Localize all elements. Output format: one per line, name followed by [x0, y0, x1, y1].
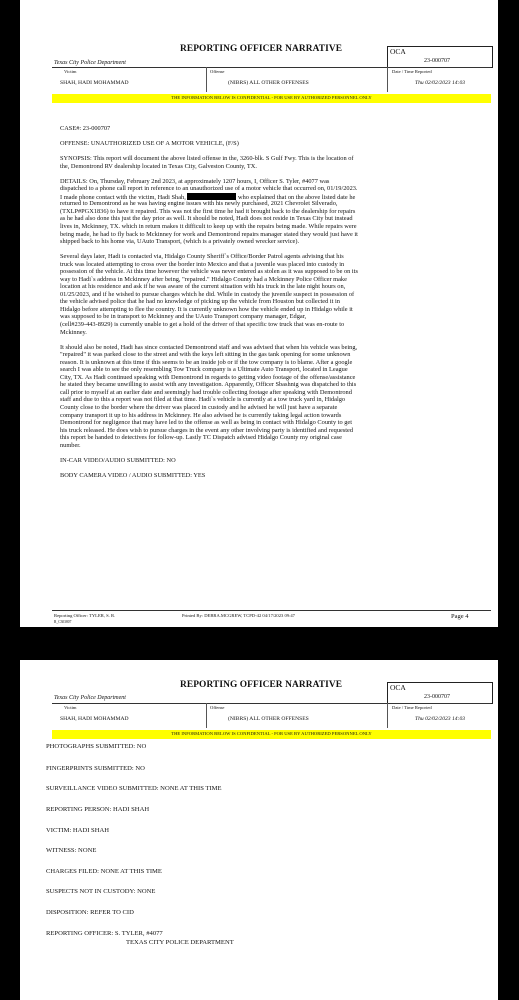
- suspects-line: SUSPECTS NOT IN CUSTODY: NONE: [46, 888, 156, 895]
- oca-number: 23-000707: [424, 694, 450, 700]
- oca-label: OCA: [390, 683, 406, 692]
- paragraph-line: County close to the border where the driver was placed in custody and he advised he will just have a separate: [60, 404, 338, 411]
- paragraph-line: City, TX. As Hadi continued speaking with Demontrond in regards to getting video footage of the offense/assistance: [60, 373, 356, 381]
- narrative-paragraph-3: [60, 344, 496, 450]
- date-reported: Thu 02/02/2023 14:03: [415, 716, 466, 722]
- report-page-2: [20, 660, 498, 1000]
- officer-code: R_C303807: [54, 620, 72, 624]
- narrative-title: REPORTING OFFICER NARRATIVE: [180, 44, 343, 54]
- victim-label: Victim: [64, 705, 77, 710]
- photographs-line: PHOTOGRAPHS SUBMITTED: NO: [46, 743, 147, 750]
- report-page-1: [20, 0, 498, 627]
- header-divider: [52, 703, 491, 704]
- victim-name: SHAH, HADI MOHAMMAD: [60, 80, 129, 86]
- paragraph-line: company transport it up to his address in Mckinney. He also advised he is currently taking legal action towards: [60, 411, 342, 419]
- fingerprints-line: FINGERPRINTS SUBMITTED: NO: [46, 765, 145, 772]
- details-line: returned to Demontrond as he was having engine issues with his newly purchased, 2021 Chevrolet Silverado,: [60, 200, 338, 208]
- case-number: CASE#: 23-000707: [60, 125, 111, 132]
- details-line: (TXLP#PGX1836) to have it repaired. This was not the first time he had it brought back to the dealership for repairs: [60, 207, 356, 215]
- disposition-line: DISPOSITION: REFER TO CID: [46, 909, 134, 916]
- offense-line: OFFENSE: UNAUTHORIZED USE OF A MOTOR VEHICLE, (F/S): [60, 140, 239, 148]
- incar-video-line: IN-CAR VIDEO/AUDIO SUBMITTED: NO: [60, 456, 176, 464]
- synopsis-line: the, Demontrond RV dealership located in Texas City, Galveston County, TX.: [60, 162, 257, 170]
- department-name: Texas City Police Department: [54, 60, 126, 66]
- paragraph-line: search I was able to see the only resembling Tow Truck company is a Ultimate Auto Transport, located in League: [60, 366, 348, 374]
- victim-name: SHAH, HADI MOHAMMAD: [60, 716, 129, 722]
- bodycam-line: BODY CAMERA VIDEO / AUDIO SUBMITTED: YES: [60, 471, 206, 479]
- department-signoff: TEXAS CITY POLICE DEPARTMENT: [126, 939, 234, 946]
- paragraph-line: he stated they became unwilling to assist with any investigation. Apparently, Officer Sbashnig was dispatched to this: [60, 381, 357, 389]
- date-reported: Thu 02/02/2023 14:03: [415, 80, 466, 86]
- paragraph-line: truck was located attempting to cross over the border into Mexico and that a juvenile was placed into custody in: [60, 260, 345, 268]
- details-line: dispatched to a phone call report in reference to an unauthorized use of a motor vehicle that occurred on, 01/19/2023.: [60, 185, 358, 193]
- charges-line: CHARGES FILED: NONE AT THIS TIME: [46, 868, 162, 875]
- synopsis: [60, 155, 496, 170]
- reporting-person-line: REPORTING PERSON: HADI SHAH: [46, 806, 150, 813]
- details-paragraph: [60, 178, 496, 246]
- paragraph-line: was supposed to be in transport to Mckinney and the UAuto Transport company manager, Edgar,: [60, 313, 307, 321]
- witness-line: WITNESS: NONE: [46, 847, 97, 854]
- narrative-paragraph-2: [60, 253, 496, 336]
- oca-number: 23-000707: [424, 58, 450, 64]
- paragraph-line: call prior to myself at an earlier date and seemingly had trouble collecting footage after speaking with Demontrond: [60, 388, 352, 396]
- paragraph-line: the vehicle advised police that he had no knowledge of picking up the vehicle from Houston but collected it in: [60, 298, 340, 306]
- paragraph-line: Hidalgo before attempting to flee the country. It is currently unknown how the vehicle ended up in Hidalgo while it: [60, 305, 353, 313]
- header-divider: [52, 67, 491, 68]
- paragraph-line: this report be handed to detectives for follow-up. Lastly TC Dispatch advised Hidalgo County my original case: [60, 434, 342, 442]
- column-divider: [387, 703, 388, 728]
- offense-label: Offense: [210, 705, 225, 710]
- confidential-banner: THE INFORMATION BELOW IS CONFIDENTIAL - FOR USE BY AUTHORIZED PERSONNEL ONLY: [52, 730, 491, 739]
- details-line: [60, 193, 496, 201]
- details-line: lives in, Mckinney, TX. which in return makes it difficult to keep up with the repairs being made. While repairs were: [60, 222, 357, 230]
- column-divider: [206, 703, 207, 728]
- paragraph-line: way to Hadi`s address in Mckinney after being, "repaired." Hidalgo County had a Mckinney Police Officer make: [60, 275, 347, 283]
- oca-box: [387, 682, 493, 704]
- department-name: Texas City Police Department: [54, 695, 126, 701]
- paragraph-line: It should also be noted, Hadi has since contacted Demontrond staff and was advised that when his vehicle was being,: [60, 343, 358, 351]
- oca-label: OCA: [390, 47, 406, 56]
- narrative-title: REPORTING OFFICER NARRATIVE: [180, 680, 343, 690]
- offense-label: Offense: [210, 69, 225, 74]
- paragraph-line: Mckinney.: [60, 328, 87, 336]
- date-label: Date / Time Reported: [392, 69, 432, 74]
- paragraph-line: Demontrond for negligence that may have led to the offense as well as being in contact with Hidalgo County to get: [60, 419, 352, 427]
- paragraph-line: 01/25/2023, and if he wished to pursue charges which he did. While in custody the juvenile suspect in possession of: [60, 290, 355, 298]
- offense-value: (NIBRS) ALL OTHER OFFENSES: [228, 80, 309, 86]
- details-line: as he had also done this just the day prior as well. It should be noted, Hadi does not reside in Texas City but instead: [60, 215, 353, 223]
- redaction-box: [187, 193, 236, 200]
- details-line: being made, he had to fly back to Mckinney for work and Demontrond repairs manager stated they would just have it: [60, 230, 358, 238]
- oca-box: [387, 46, 493, 68]
- reporting-officer-line: REPORTING OFFICER: S. TYLER, #4077: [46, 930, 163, 937]
- paragraph-line: (cell#239-443-8929) is currently unable to get a hold of the driver of that specific tow truck that was en-route to: [60, 321, 345, 329]
- column-divider: [206, 67, 207, 92]
- synopsis-line: SYNOPSIS: This report will document the above listed offense in the, 3260-blk. S Gulf Fwy. This is the location of: [60, 155, 354, 163]
- paragraph-line: possession of the vehicle. At this time however the vehicle was never entered as stolen as it was supposed to be on its: [60, 268, 358, 276]
- details-line-start: I made phone contact with the victim, Hadi Shah,: [60, 193, 186, 201]
- details-line: shipped back to his home via, UAuto Transport, (which is a privately owned wrecker service).: [60, 238, 300, 246]
- details-line-end: who explained that on the above listed date he: [237, 193, 356, 201]
- paragraph-line: reason. It is unknown at this time if this seems to be an inside job or if the tow company is to blame. After a google: [60, 358, 353, 366]
- printed-by: Printed By: DEBRA.MCGREW, TCPD-42 04/17/2023 09:47: [182, 613, 295, 618]
- details-line: DETAILS: On, Thursday, February 2nd 2023, at approximately 1207 hours, I, Officer S. Tyler, #4077 was: [60, 177, 330, 185]
- victim-label: Victim: [64, 69, 77, 74]
- surveillance-line: SURVEILLANCE VIDEO SUBMITTED: NONE AT THIS TIME: [46, 785, 222, 792]
- date-label: Date / Time Reported: [392, 705, 432, 710]
- paragraph-line: his truck released. He does wish to pursue charges in the event any other involving party is identified and requested: [60, 426, 354, 434]
- offense-value: (NIBRS) ALL OTHER OFFENSES: [228, 716, 309, 722]
- paragraph-line: "repaired" it was parked close to the street and with the keys left sitting in the gas tank opening for some unknown: [60, 351, 351, 359]
- confidential-banner: THE INFORMATION BELOW IS CONFIDENTIAL - FOR USE BY AUTHORIZED PERSONNEL ONLY: [52, 94, 491, 103]
- paragraph-line: location at his residence and ask if he was aware of the current situation with his truck in the late night hours on,: [60, 283, 346, 291]
- footer-divider: [52, 610, 491, 611]
- paragraph-line: staff and due to this a report was not filed at that time. Hadi`s vehicle is currently at a tow truck yard in, Hidalgo: [60, 396, 346, 404]
- paragraph-line: number.: [60, 441, 81, 449]
- reporting-officer: Reporting Officer: TYLER, S. R.: [54, 613, 116, 618]
- narrative-body: [60, 125, 496, 487]
- victim-line: VICTIM: HADI SHAH: [46, 827, 110, 834]
- page-number: Page 4: [451, 613, 469, 620]
- paragraph-line: Several days later, Hadi is contacted via, Hidalgo County Sheriff`s Office/Border Patrol agents advising that his: [60, 253, 344, 261]
- column-divider: [387, 67, 388, 92]
